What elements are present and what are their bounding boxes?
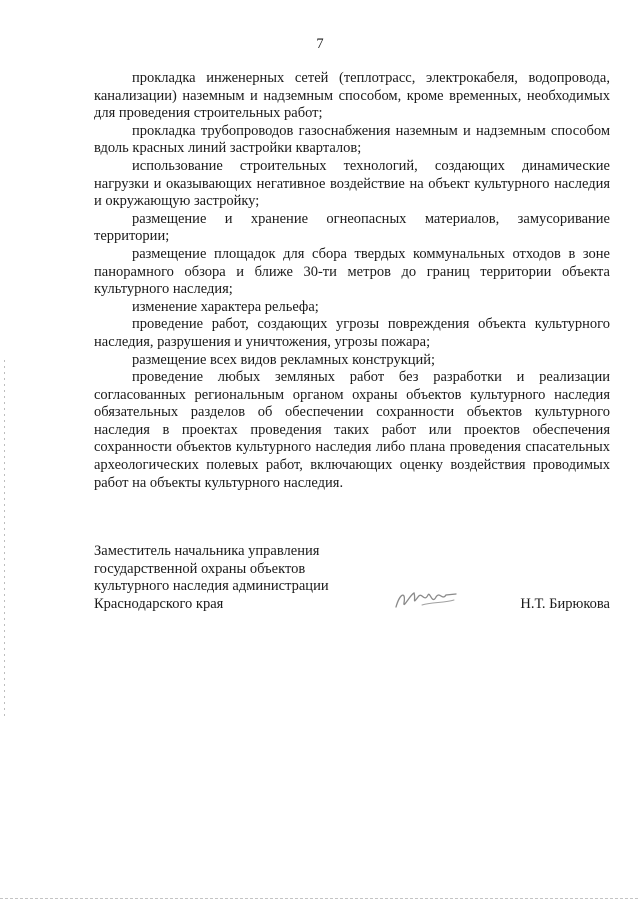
restriction-item-6: изменение характера рельефа; [132,298,319,315]
restriction-item-7: проведение работ, создающих угрозы повреждения объекта культурного наследия, разрушения и уничтожения, угрозы пожара; [94,316,610,350]
restriction-item-4: размещение и хранение огнеопасных материалов, замусоривание территории; [94,210,610,245]
page-number: 7 [316,36,324,52]
signatory-position-line: государственной охраны объектов [94,560,306,577]
handwritten-signature [392,585,460,613]
restriction-item-9: проведение любых земляных работ без разработки и реализации согласованных региональным органом охраны объектов культурного наследия обязательных разделов об обеспечении сохранности объектов культурного наследия в проектах проведения таких работ или проектов обеспечения сохранности объектов культурного наследия либо плана проведения спасательных археологических полевых работ, включающих оценку воздействия проводимых работ на объекты культурного наследия. [94,369,610,491]
restriction-item-1: прокладка инженерных сетей (теплотрасс, электрокабеля, водопровода, канализации) наземным и надземным способом, кроме временных, необходимых для проведения строительных работ; [94,70,610,122]
signatory-position-line: культурного наследия администрации [94,578,329,595]
scan-edge-bottom [0,898,640,899]
signatory-position-line: Заместитель начальника управления [94,543,320,559]
signatory-position-line: Краснодарского края [94,595,224,612]
restriction-item-5: размещение площадок для сбора твердых коммунальных отходов в зоне панорамного обзора и ближе 30-ти метров до границ территории объекта культурного наследия; [94,245,610,298]
signatory-name: Н.Т. Бирюкова [520,595,610,612]
document-body [94,70,610,492]
scan-edge-left [4,360,5,720]
signature-block [94,543,610,613]
restriction-item-2: прокладка трубопроводов газоснабжения наземным и надземным способом вдоль красных линий застройки кварталов; [94,122,610,157]
restriction-item-3: использование строительных технологий, создающих динамические нагрузки и оказывающих негативное воздействие на объект культурного наследия и окружающую застройку; [94,157,610,210]
restriction-item-8: размещение всех видов рекламных конструкций; [132,351,436,368]
